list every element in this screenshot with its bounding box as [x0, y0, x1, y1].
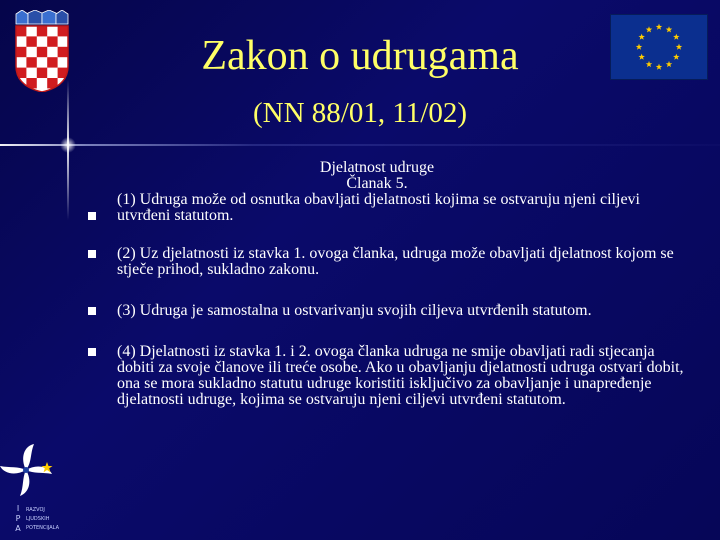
- ipa-letter-a: A: [15, 524, 21, 533]
- bullet-text: (4) Djelatnosti iz stavka 1. i 2. ovoga članka udruga ne smije obavljati radi stjecanja dobiti za svoje članove ili treće osobe. Ako u obavljanju djelatnosti udruga ostvari dobit, ona se mora sukladno statutu udruge koristiti isključivo za obavljanje i unapređenje djelatnosti udruge, kojima se ostvaruju njeni ciljevi utvrđeni statutom.: [117, 343, 684, 408]
- list-item: [88, 160, 688, 224]
- decorative-horizontal-line: [0, 144, 720, 146]
- bullet-square-icon: [88, 348, 96, 356]
- decorative-sparkle: [60, 137, 76, 153]
- eu-star-icon: [656, 24, 662, 30]
- eu-star-icon: [646, 26, 652, 32]
- list-item: [88, 246, 688, 278]
- bullet-text: (2) Uz djelatnosti iz stavka 1. ovoga članka, udruga može obavljati djelatnost kojom se stječe prihod, sukladno zakonu.: [117, 245, 674, 278]
- croatian-coat-of-arms-icon: [12, 10, 72, 92]
- eu-star-icon: [673, 34, 679, 40]
- slide-subtitle: (NN 88/01, 11/02): [253, 97, 467, 129]
- eu-star-icon: [646, 61, 652, 67]
- eu-star-icon: [666, 26, 672, 32]
- bullet-square-icon: [88, 307, 96, 315]
- bullet-text: (3) Udruga je samostalna u ostvarivanju svojih ciljeva utvrđenih statutom.: [117, 302, 592, 319]
- ipa-text-line-2: LJUDSKIH: [26, 516, 50, 522]
- ipa-text-line-3: POTENCIJALA: [26, 525, 59, 531]
- eu-star-icon: [656, 64, 662, 70]
- eu-flag-icon: [610, 14, 708, 80]
- ipa-letter-p: P: [15, 514, 21, 523]
- eu-star-icon: [673, 54, 679, 60]
- ipa-logo-text: [14, 504, 74, 538]
- ipa-text-line-1: RAZVOJ: [26, 507, 45, 513]
- eu-star-icon: [636, 44, 642, 50]
- article-heading-number: Članak 5.: [346, 175, 408, 192]
- eu-star-icon: [638, 34, 644, 40]
- list-item: [88, 303, 688, 319]
- eu-star-icon: [666, 61, 672, 67]
- bullet-square-icon: [88, 250, 96, 258]
- bullet-square-icon: [88, 212, 96, 220]
- slide-title: Zakon o udrugama: [201, 33, 519, 79]
- eu-star-icon: [676, 44, 682, 50]
- eu-star-icon: [638, 54, 644, 60]
- bullet-text: (1) Udruga može od osnutka obavljati djelatnosti kojima se ostvaruju njeni ciljevi utvrđeni statutom.: [117, 191, 640, 224]
- ipa-letter-i: I: [16, 504, 20, 513]
- article-heading-title: Djelatnost udruge: [319, 159, 435, 176]
- list-item: [88, 344, 688, 408]
- slide-content: [88, 160, 688, 408]
